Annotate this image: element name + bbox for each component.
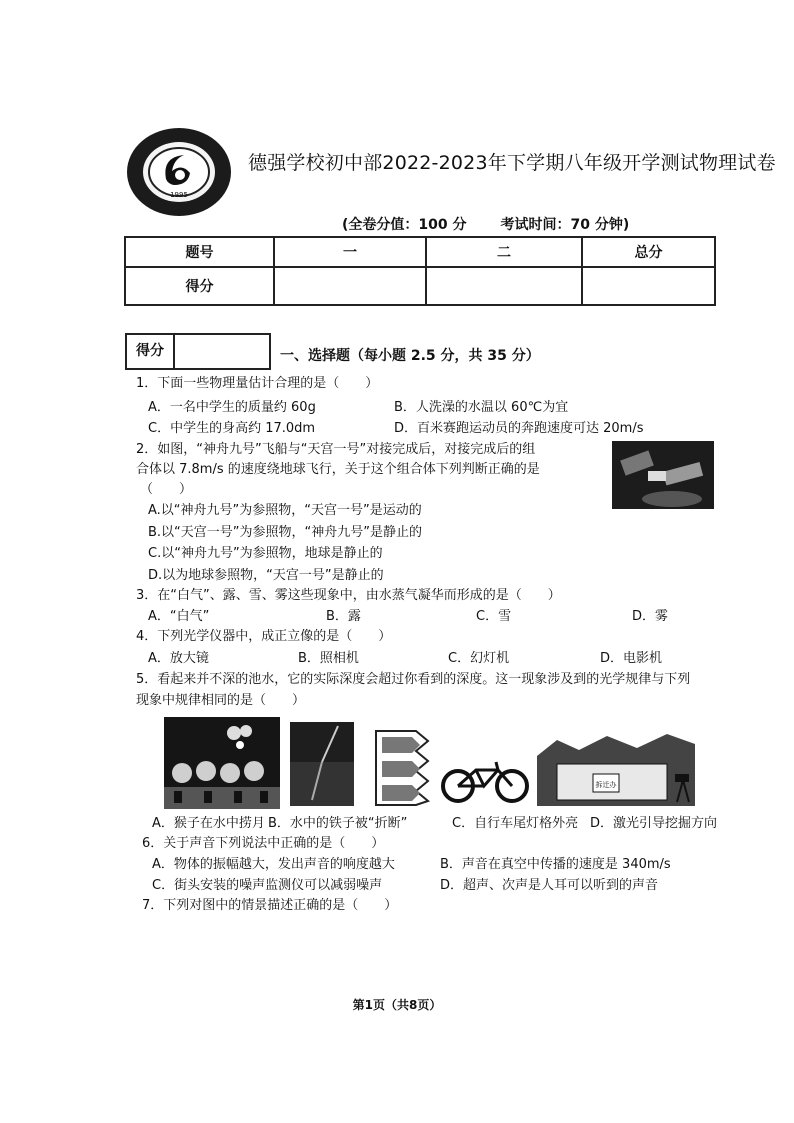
header-cell: 总分: [582, 237, 715, 267]
option: A．一名中学生的质量约 60g: [148, 400, 316, 415]
question-stem: （ ）: [140, 482, 193, 497]
score-table: [124, 236, 716, 306]
option: D.以为地球参照物，“天宫一号”是静止的: [148, 568, 384, 583]
option: D．激光引导挖掘方向: [590, 816, 718, 831]
option: D．超声、次声是人耳可以听到的声音: [440, 878, 659, 893]
option: B．露: [326, 609, 361, 624]
option: C．中学生的身高约 17.0dm: [148, 421, 316, 436]
question-stem: 5．看起来并不深的池水，它的实际深度会超过你看到的深度。这一现象涉及到的光学规律与下列: [136, 672, 691, 687]
laser-tunnel-image: [537, 734, 695, 806]
question-stem: 7．下列对图中的情景描述正确的是（ ）: [142, 898, 398, 913]
option: A．“白气”: [148, 609, 210, 624]
exam-title: 德强学校初中部2022-2023年下学期八年级开学测试物理试卷: [248, 152, 776, 174]
monkey-moon-image: [164, 717, 280, 809]
logo-year: 1995: [170, 191, 188, 199]
option: B．水中的铁子被“折断”: [268, 816, 408, 831]
bicycle-image: [440, 760, 530, 804]
question-stem: 现象中规律相同的是（ ）: [136, 693, 306, 708]
spacecraft-photo: [612, 441, 714, 509]
question-stem: 合体以 7.8m/s 的速度绕地球飞行，关于这个组合体下列判断正确的是: [136, 462, 540, 477]
question-stem: 2．如图，“神舟九号”飞船与“天宫一号”对接完成后，对接完成后的组: [136, 442, 536, 457]
school-logo: [126, 127, 232, 217]
full-score: (全卷分值：100 分: [342, 217, 467, 233]
option: A．物体的振幅越大，发出声音的响度越大: [152, 857, 395, 872]
page-footer: 第1页（共8页）: [352, 998, 442, 1012]
option: D．百米赛跑运动员的奔跑速度可达 20m/s: [394, 421, 644, 436]
header-cell: 题号: [125, 237, 274, 267]
demolition-sign: 拆迁办: [595, 781, 617, 789]
option: C.以“神舟九号”为参照物，地球是静止的: [148, 546, 383, 561]
option: B.以“天宫一号”为参照物，“神舟九号”是静止的: [148, 525, 422, 540]
option: B．声音在真空中传播的速度是 340m/s: [440, 857, 671, 872]
bent-stick-image: [290, 722, 354, 806]
option: C．自行车尾灯格外亮: [452, 816, 579, 831]
option: A．放大镜: [148, 651, 209, 666]
section-score-label: 得分: [127, 335, 175, 368]
row-label: 得分: [125, 267, 274, 305]
exam-time: 考试时间：70 分钟): [500, 217, 630, 233]
option: C．幻灯机: [448, 651, 510, 666]
option: A.以“神舟九号”为参照物，“天宫一号”是运动的: [148, 503, 422, 518]
option: B．人洗澡的水温以 60℃为宜: [394, 400, 569, 415]
question-stem: 4．下列光学仪器中，成正立像的是（ ）: [136, 629, 392, 644]
question-stem: 3．在“白气”、露、雪、雾这些现象中，由水蒸气凝华而形成的是（ ）: [136, 588, 561, 603]
option: D．雾: [632, 609, 669, 624]
score-cell[interactable]: [582, 267, 715, 305]
exam-info: [342, 214, 663, 234]
section-title: 一、选择题（每小题 2.5 分，共 35 分）: [280, 348, 540, 364]
score-cell[interactable]: [274, 267, 426, 305]
option: C．雪: [476, 609, 512, 624]
question-stem: 1．下面一些物理量估计合理的是（ ）: [136, 376, 379, 391]
option: C．街头安装的噪声监测仪可以减弱噪声: [152, 878, 383, 893]
header-cell: 二: [426, 237, 582, 267]
option: A．猴子在水中捞月: [152, 816, 265, 831]
option: B．照相机: [298, 651, 359, 666]
header-cell: 一: [274, 237, 426, 267]
section-score-box: [125, 333, 271, 370]
score-cell[interactable]: [426, 267, 582, 305]
option: D．电影机: [600, 651, 663, 666]
tail-light-image: [372, 727, 432, 807]
question-stem: 6．关于声音下列说法中正确的是（ ）: [142, 836, 385, 851]
